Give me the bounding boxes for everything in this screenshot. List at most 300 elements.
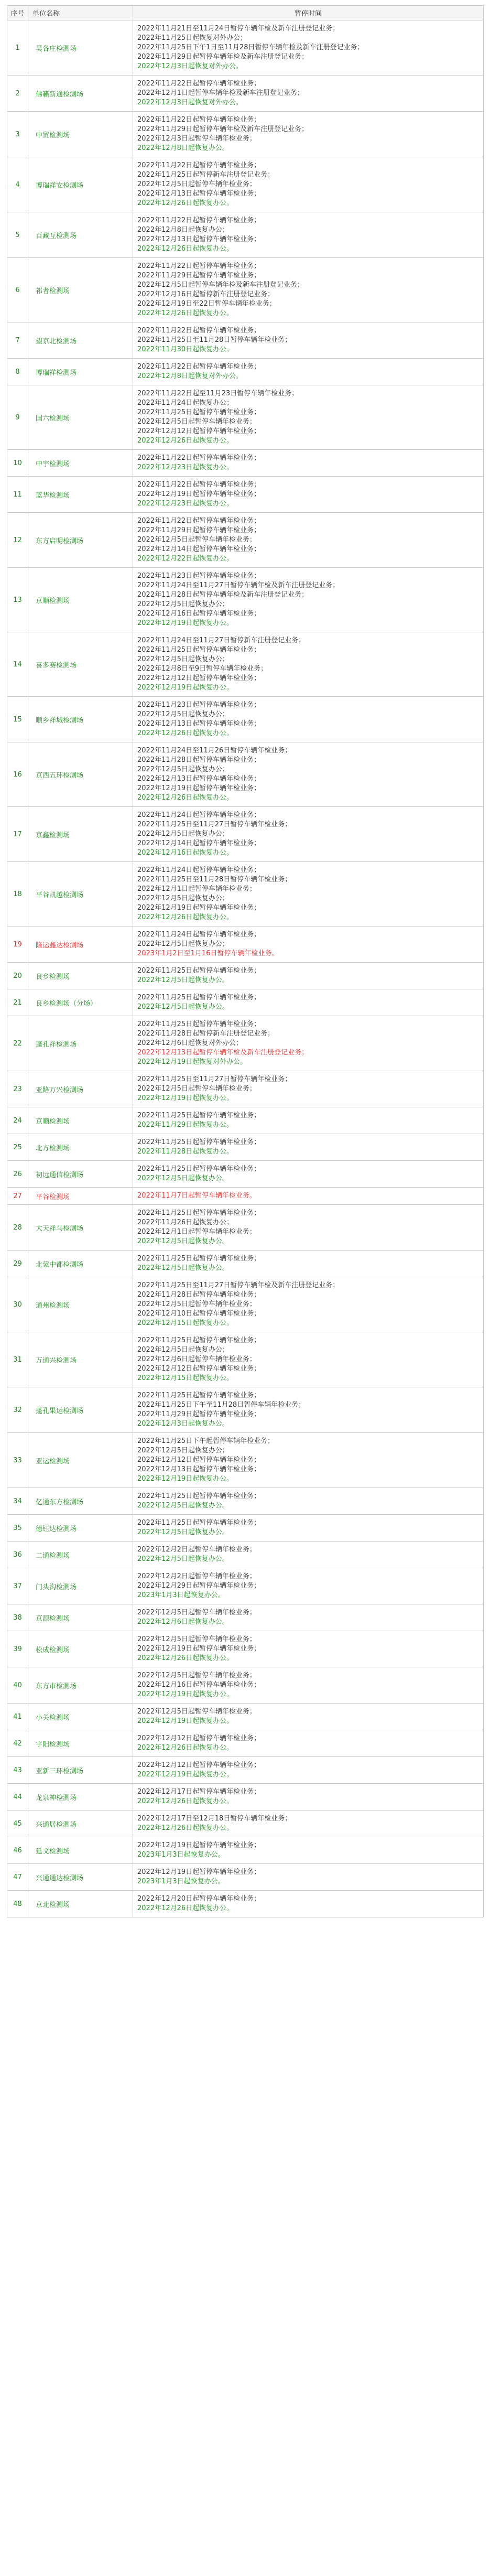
suspension-time-line: 2022年12月26日起恢复办公。 (137, 729, 234, 737)
station-name: 亚运检测场 (28, 1433, 133, 1488)
suspension-time-line: 2022年12月13日起暂停车辆年检业务； (137, 190, 261, 198)
row-index: 28 (7, 1205, 28, 1251)
suspension-time-line: 2022年12月12日起暂停车辆年检业务； (137, 427, 261, 435)
suspension-time-line: 2022年12月5日起暂停车辆年检业务； (137, 180, 256, 188)
table-row (7, 1810, 484, 1837)
row-index: 26 (7, 1161, 28, 1188)
suspension-time-line: 2022年12月6日起恢复对外办公； (137, 1039, 243, 1047)
suspension-time-line: 2022年11月25日起暂停车辆年检业务； (137, 1492, 261, 1500)
suspension-time-line: 2022年11月22日起暂停车辆年检业务； (137, 363, 261, 371)
table-row (7, 1864, 484, 1891)
suspension-time-line: 2022年12月5日起恢复办公。 (137, 976, 229, 984)
suspension-time-cell (133, 632, 484, 697)
suspension-time-line: 2022年12月3日起恢复办公。 (137, 1420, 229, 1428)
table-row (7, 1107, 484, 1134)
table-row (7, 157, 484, 212)
table-row (7, 385, 484, 450)
suspension-time-cell (133, 1251, 484, 1277)
table-row (7, 632, 484, 697)
row-index: 23 (7, 1071, 28, 1107)
suspension-time-cell (133, 1332, 484, 1387)
station-name: 二通检测场 (28, 1542, 133, 1568)
suspension-time-line: 2022年12月16日起暂停车辆年检业务； (137, 610, 261, 618)
suspension-time-line: 2022年12月3日起恢复对外办公。 (137, 62, 243, 70)
suspension-time-cell (133, 1837, 484, 1864)
suspension-time-line: 2022年12月10日起暂停车辆年检业务； (137, 1310, 261, 1318)
suspension-time-cell (133, 1542, 484, 1568)
suspension-time-cell (133, 807, 484, 862)
header-index: 序号 (7, 6, 28, 20)
table-row (7, 112, 484, 157)
station-name: 博瑞祥安检测场 (28, 157, 133, 212)
suspension-time-line: 2022年12月8日起恢复办公。 (137, 144, 229, 152)
table-row (7, 1387, 484, 1433)
station-name: 小关检测场 (28, 1704, 133, 1730)
suspension-time-cell (133, 212, 484, 258)
row-index: 39 (7, 1631, 28, 1667)
row-index: 29 (7, 1251, 28, 1277)
table-row (7, 1332, 484, 1387)
row-index: 47 (7, 1864, 28, 1891)
row-index: 2 (7, 76, 28, 112)
row-index: 37 (7, 1568, 28, 1604)
table-row (7, 963, 484, 989)
suspension-time-line: 2022年12月14日起暂停车辆年检业务； (137, 545, 261, 553)
station-name: 门头沟检测场 (28, 1568, 133, 1604)
header-name: 单位名称 (28, 6, 133, 20)
suspension-time-line: 2022年12月5日起恢复办公。 (137, 1237, 229, 1245)
station-name: 平谷凯越检测场 (28, 862, 133, 926)
suspension-time-line: 2022年11月25日起暂停车辆年检业务； (137, 1392, 261, 1399)
row-index: 7 (7, 322, 28, 359)
suspension-time-line: 2022年12月16日起恢复办公。 (137, 849, 234, 857)
row-index: 4 (7, 157, 28, 212)
station-name: 大天祥马检测场 (28, 1205, 133, 1251)
suspension-time-line: 2022年11月25日起暂停车辆年检业务； (137, 1020, 261, 1028)
table-row (7, 926, 484, 963)
suspension-time-cell (133, 1704, 484, 1730)
suspension-time-line: 2022年12月3日起恢复对外办公。 (137, 99, 243, 106)
suspension-time-line: 2022年12月5日起恢复办公； (137, 1346, 229, 1354)
station-name: 蓬孔祥检测场 (28, 1016, 133, 1071)
table-row (7, 513, 484, 568)
station-name: 松成检测场 (28, 1631, 133, 1667)
table-row (7, 76, 484, 112)
row-index: 33 (7, 1433, 28, 1488)
suspension-table-wrapper (7, 5, 483, 1917)
station-name: 国六检测场 (28, 385, 133, 450)
row-index: 24 (7, 1107, 28, 1134)
suspension-time-line: 2022年12月19日起恢复办公。 (137, 684, 234, 692)
station-name: 北蒙中都检测场 (28, 1251, 133, 1277)
station-name: 东方市检测场 (28, 1667, 133, 1704)
suspension-time-line: 2022年12月5日起暂停车辆年检业务； (137, 1635, 256, 1643)
table-row (7, 807, 484, 862)
suspension-time-line: 2022年12月19日起恢复办公。 (137, 1717, 234, 1725)
header-time: 暂停时间 (133, 6, 484, 20)
suspension-time-line: 2022年12月26日起恢复办公。 (137, 794, 234, 802)
station-name: 京西五环检测场 (28, 742, 133, 807)
table-row (7, 20, 484, 76)
table-row (7, 1730, 484, 1757)
suspension-time-cell (133, 157, 484, 212)
suspension-time-line: 2022年11月25日起暂停车辆年检业务； (137, 1112, 261, 1119)
suspension-time-line: 2022年12月1日起暂停车辆年检及新车注册登记业务； (137, 89, 304, 97)
station-name: 京鑫检测场 (28, 807, 133, 862)
suspension-time-line: 2023年1月2日至1月16日暂停车辆年检业务。 (137, 950, 279, 957)
row-index: 25 (7, 1134, 28, 1161)
suspension-time-cell (133, 1891, 484, 1917)
row-index: 1 (7, 20, 28, 76)
row-index: 15 (7, 697, 28, 742)
suspension-time-line: 2022年11月24日起暂停车辆年检业务； (137, 811, 261, 819)
row-index: 46 (7, 1837, 28, 1864)
suspension-time-cell (133, 1134, 484, 1161)
row-index: 41 (7, 1704, 28, 1730)
suspension-time-line: 2022年12月5日起恢复办公； (137, 655, 229, 663)
suspension-time-cell (133, 322, 484, 359)
station-name: 京源检测场 (28, 1604, 133, 1631)
suspension-time-line: 2022年12月5日起暂停车辆年检业务； (137, 418, 256, 426)
suspension-time-cell (133, 1488, 484, 1515)
table-row (7, 1542, 484, 1568)
suspension-time-line: 2022年11月28日起暂停车辆年检业务； (137, 756, 261, 764)
suspension-time-line: 2022年12月5日起暂停车辆年检业务； (137, 536, 256, 544)
suspension-time-cell (133, 1016, 484, 1071)
suspension-time-line: 2022年12月5日起暂停车辆年检业务； (137, 1300, 256, 1308)
suspension-time-cell (133, 1784, 484, 1810)
table-body (7, 20, 484, 1917)
suspension-time-line: 2022年12月3日起暂停车辆年检业务； (137, 135, 256, 143)
suspension-time-line: 2022年12月5日起恢复办公； (137, 710, 229, 718)
suspension-time-line: 2022年11月25日起暂停车辆年检业务； (137, 646, 261, 654)
table-row (7, 450, 484, 477)
suspension-time-line: 2022年12月23日起恢复办公。 (137, 464, 234, 471)
suspension-time-line: 2022年12月5日起恢复办公。 (137, 1555, 229, 1563)
suspension-time-line: 2022年11月30日起恢复办公。 (137, 346, 234, 353)
suspension-time-line: 2022年11月24日起暂停车辆年检业务； (137, 866, 261, 874)
table-row (7, 212, 484, 258)
suspension-time-line: 2022年12月19日起恢复办公。 (137, 619, 234, 627)
suspension-time-cell (133, 1387, 484, 1433)
suspension-time-line: 2022年12月26日起恢复办公。 (137, 1744, 234, 1752)
suspension-time-line: 2022年12月13日起暂停车辆年检业务； (137, 235, 261, 243)
suspension-time-line: 2022年12月6日起恢复办公。 (137, 1618, 229, 1626)
row-index: 38 (7, 1604, 28, 1631)
station-name: 隆运鑫达检测场 (28, 926, 133, 963)
station-name: 吴各庄检测场 (28, 20, 133, 76)
row-index: 9 (7, 385, 28, 450)
suspension-time-line: 2022年12月5日起暂停车辆年检业务； (137, 1672, 256, 1679)
suspension-time-line: 2022年11月29日起暂停车辆年检及新车注册登记业务； (137, 53, 309, 61)
suspension-time-line: 2022年11月25日起暂停车辆年检业务； (137, 1138, 261, 1146)
suspension-time-line: 2022年11月22日起暂停车辆年检业务； (137, 161, 261, 169)
station-name: 望京北检测场 (28, 322, 133, 359)
table-row (7, 1488, 484, 1515)
row-index: 31 (7, 1332, 28, 1387)
suspension-time-line: 2022年12月8日至9日暂停车辆年检业务； (137, 665, 268, 673)
suspension-time-line: 2022年11月25日起暂停车辆年检业务； (137, 1209, 261, 1217)
suspension-time-line: 2022年12月12日起暂停车辆年检业务； (137, 1365, 261, 1373)
station-name: 中贸检测场 (28, 112, 133, 157)
station-name: 良乡检测场（分场） (28, 989, 133, 1016)
suspension-time-line: 2022年12月12日起暂停车辆年检业务； (137, 1456, 261, 1464)
suspension-time-line: 2022年12月12日起暂停车辆年检业务； (137, 1761, 261, 1769)
table-row (7, 862, 484, 926)
table-header-row (7, 6, 484, 20)
row-index: 45 (7, 1810, 28, 1837)
row-index: 48 (7, 1891, 28, 1917)
suspension-time-line: 2022年12月5日起恢复办公； (137, 766, 229, 773)
suspension-time-cell (133, 1107, 484, 1134)
suspension-time-cell (133, 926, 484, 963)
suspension-time-line: 2022年12月13日起暂停车辆年检业务； (137, 1465, 261, 1473)
station-name: 延文检测场 (28, 1837, 133, 1864)
suspension-time-line: 2022年12月17日至12月18日暂停车辆年检业务； (137, 1815, 292, 1823)
suspension-time-line: 2022年12月12日起暂停车辆年检业务； (137, 674, 261, 682)
station-name: 东方启明检测场 (28, 513, 133, 568)
station-name: 佛籁新通检测场 (28, 76, 133, 112)
suspension-time-line: 2022年11月25日下午起暂停车辆年检业务； (137, 1437, 275, 1445)
suspension-time-line: 2022年12月5日起暂停车辆年检业务； (137, 1708, 256, 1716)
suspension-time-line: 2022年12月16日起暂停车辆年检业务； (137, 1681, 261, 1689)
row-index: 5 (7, 212, 28, 258)
row-index: 12 (7, 513, 28, 568)
station-name: 宇阳检测场 (28, 1730, 133, 1757)
row-index: 32 (7, 1387, 28, 1433)
suspension-time-line: 2022年11月22日起至11月23日暂停车辆年检业务； (137, 390, 299, 397)
suspension-time-line: 2022年11月25日起恢复对外办公； (137, 34, 247, 42)
suspension-time-line: 2022年12月13日起暂停车辆年检及新车注册登记业务； (137, 1049, 309, 1057)
table-row (7, 1784, 484, 1810)
row-index: 16 (7, 742, 28, 807)
suspension-time-line: 2022年11月25日至11月28日暂停车辆年检业务； (137, 876, 292, 883)
suspension-time-line: 2022年11月26日起恢复办公； (137, 1219, 234, 1226)
row-index: 36 (7, 1542, 28, 1568)
row-index: 8 (7, 359, 28, 385)
suspension-time-cell (133, 1161, 484, 1188)
suspension-time-line: 2022年11月24日起暂停车辆年检业务； (137, 931, 261, 939)
suspension-time-line: 2022年11月25日至11月28日暂停车辆年检业务； (137, 336, 292, 344)
suspension-time-line: 2022年11月24日至11月27日暂停车辆年检及新车注册登记业务； (137, 581, 340, 589)
suspension-time-line: 2023年1月3日起恢复办公。 (137, 1591, 225, 1599)
station-name: 亚路万兴检测场 (28, 1071, 133, 1107)
station-name: 祁者检测场 (28, 258, 133, 322)
table-row (7, 568, 484, 632)
station-name: 亚新三环检测场 (28, 1757, 133, 1784)
suspension-time-line: 2022年12月19日至22日暂停车辆年检业务； (137, 300, 276, 308)
row-index: 40 (7, 1667, 28, 1704)
table-row (7, 1071, 484, 1107)
row-index: 22 (7, 1016, 28, 1071)
table-row (7, 697, 484, 742)
suspension-time-line: 2022年11月22日起暂停车辆年检业务； (137, 262, 261, 270)
station-name: 百藏互检测场 (28, 212, 133, 258)
table-row (7, 1016, 484, 1071)
station-name: 北方检测场 (28, 1134, 133, 1161)
suspension-time-cell (133, 258, 484, 322)
suspension-time-line: 2022年12月5日起暂停车辆年检及新车注册登记业务； (137, 281, 304, 289)
suspension-time-line: 2022年12月8日起恢复办公； (137, 226, 229, 234)
row-index: 35 (7, 1515, 28, 1542)
suspension-time-line: 2022年11月22日起暂停车辆年检业务； (137, 327, 261, 335)
station-name: 中宇检测场 (28, 450, 133, 477)
suspension-time-line: 2022年11月24日起恢复办公； (137, 399, 234, 407)
suspension-time-line: 2022年12月5日起恢复办公； (137, 894, 229, 902)
suspension-time-line: 2022年11月25日起暂停车辆年检业务； (137, 994, 261, 1001)
table-row (7, 1161, 484, 1188)
table-row (7, 1568, 484, 1604)
suspension-time-line: 2022年12月26日起恢复办公。 (137, 1824, 234, 1832)
suspension-time-line: 2022年11月25日起暂停车辆年检业务； (137, 967, 261, 975)
station-name: 初远通信检测场 (28, 1161, 133, 1188)
suspension-time-line: 2022年11月25日至11月27日暂停车辆年检业务； (137, 821, 292, 828)
row-index: 21 (7, 989, 28, 1016)
suspension-time-cell (133, 742, 484, 807)
suspension-time-cell (133, 112, 484, 157)
suspension-time-cell (133, 359, 484, 385)
suspension-time-cell (133, 697, 484, 742)
row-index: 11 (7, 477, 28, 513)
suspension-time-cell (133, 450, 484, 477)
table-row (7, 477, 484, 513)
suspension-time-line: 2022年11月25日起暂停车辆年检业务； (137, 1519, 261, 1527)
row-index: 14 (7, 632, 28, 697)
suspension-time-cell (133, 1205, 484, 1251)
suspension-time-line: 2022年12月13日起暂停车辆年检业务； (137, 775, 261, 783)
suspension-time-line: 2022年12月17日起暂停车辆年检业务； (137, 1788, 261, 1796)
suspension-time-line: 2022年11月28日起暂停车辆年检及新车注册登记业务； (137, 591, 309, 599)
suspension-time-line: 2022年12月15日起恢复办公。 (137, 1374, 234, 1382)
station-name: 京顺检测场 (28, 1107, 133, 1134)
suspension-time-line: 2022年11月7日起暂停车辆年检业务。 (137, 1192, 256, 1200)
suspension-time-line: 2022年11月25日至11月27日暂停车辆年检及新车注册登记业务； (137, 1281, 340, 1289)
suspension-time-cell (133, 385, 484, 450)
suspension-time-line: 2022年11月24日至11月26日暂停车辆年检业务； (137, 747, 292, 755)
suspension-time-line: 2022年11月22日起暂停车辆年检业务； (137, 80, 261, 88)
suspension-time-line: 2022年12月19日起恢复办公。 (137, 1771, 234, 1779)
suspension-time-line: 2022年12月8日起恢复对外办公。 (137, 372, 243, 380)
suspension-time-line: 2022年12月5日起恢复办公； (137, 830, 229, 838)
table-row (7, 1631, 484, 1667)
suspension-time-line: 2022年12月19日起暂停车辆年检业务； (137, 490, 261, 498)
suspension-time-cell (133, 1667, 484, 1704)
row-index: 34 (7, 1488, 28, 1515)
suspension-time-line: 2022年12月5日起恢复办公； (137, 1447, 229, 1454)
suspension-time-line: 2022年11月28日起暂停新车注册登记业务； (137, 1030, 275, 1038)
suspension-time-line: 2022年12月26日起恢复办公。 (137, 199, 234, 207)
suspension-time-cell (133, 1864, 484, 1891)
suspension-time-line: 2022年12月15日起恢复办公。 (137, 1319, 234, 1327)
suspension-time-line: 2022年11月25日起暂停车辆年检业务； (137, 1255, 261, 1263)
suspension-time-line: 2022年12月6日起暂停车辆年检业务； (137, 1355, 256, 1363)
suspension-time-cell (133, 1810, 484, 1837)
row-index: 18 (7, 862, 28, 926)
table-row (7, 1515, 484, 1542)
suspension-time-line: 2022年11月29日起暂停车辆年检业务； (137, 1410, 261, 1418)
suspension-time-line: 2022年11月25日下午至11月28日暂停车辆年检业务； (137, 1401, 306, 1409)
suspension-time-line: 2022年12月22日起恢复办公。 (137, 555, 234, 563)
suspension-time-line: 2022年11月29日起暂停车辆年检业务； (137, 272, 261, 279)
row-index: 20 (7, 963, 28, 989)
suspension-time-cell (133, 513, 484, 568)
row-index: 10 (7, 450, 28, 477)
suspension-time-line: 2022年11月29日起暂停车辆年检业务； (137, 526, 261, 534)
station-name: 亿通东方检测场 (28, 1488, 133, 1515)
table-row (7, 1891, 484, 1917)
suspension-time-line: 2022年12月26日起恢复办公。 (137, 309, 234, 317)
suspension-time-line: 2023年1月3日起恢复办公。 (137, 1851, 225, 1859)
station-name: 兴通居检测场 (28, 1810, 133, 1837)
table-row (7, 359, 484, 385)
suspension-time-line: 2022年12月5日起恢复办公； (137, 940, 229, 948)
table-row (7, 1134, 484, 1161)
row-index: 6 (7, 258, 28, 322)
row-index: 42 (7, 1730, 28, 1757)
station-name: 兴通通达检测场 (28, 1864, 133, 1891)
suspension-time-cell (133, 76, 484, 112)
suspension-time-line: 2022年12月2日起暂停车辆年检业务； (137, 1572, 256, 1580)
row-index: 30 (7, 1277, 28, 1332)
suspension-time-cell (133, 1188, 484, 1205)
station-name: 京顺检测场 (28, 568, 133, 632)
suspension-time-line: 2022年12月26日起恢复办公。 (137, 1654, 234, 1662)
station-name: 龙泉神检测场 (28, 1784, 133, 1810)
table-row (7, 258, 484, 322)
suspension-time-line: 2022年11月25日起暂停车辆年检业务； (137, 1165, 261, 1173)
suspension-time-line: 2022年12月5日起暂停车辆年检业务； (137, 1085, 256, 1093)
suspension-time-cell (133, 1071, 484, 1107)
suspension-time-cell (133, 477, 484, 513)
suspension-time-line: 2022年11月22日起暂停车辆年检业务； (137, 481, 261, 489)
suspension-time-line: 2022年11月25日起暂停车辆年检业务； (137, 1336, 261, 1344)
row-index: 3 (7, 112, 28, 157)
table-row (7, 1205, 484, 1251)
table-row (7, 989, 484, 1016)
station-name: 顺乡祥城检测场 (28, 697, 133, 742)
suspension-time-line: 2022年11月29日起暂停车辆年检及新车注册登记业务； (137, 125, 309, 133)
row-index: 27 (7, 1188, 28, 1205)
table-row (7, 1604, 484, 1631)
suspension-time-line: 2022年12月19日起恢复办公。 (137, 1094, 234, 1102)
suspension-time-line: 2022年11月25日起暂停车辆年检业务； (137, 408, 261, 416)
table-row (7, 1757, 484, 1784)
suspension-time-line: 2022年11月22日起暂停车辆年检业务； (137, 517, 261, 525)
suspension-table (7, 5, 484, 1917)
suspension-time-cell (133, 1568, 484, 1604)
row-index: 43 (7, 1757, 28, 1784)
row-index: 13 (7, 568, 28, 632)
suspension-time-line: 2022年11月22日起暂停车辆年检业务； (137, 116, 261, 124)
suspension-time-line: 2022年12月26日起恢复办公。 (137, 913, 234, 921)
suspension-time-line: 2022年12月26日起恢复办公。 (137, 437, 234, 445)
row-index: 19 (7, 926, 28, 963)
suspension-time-line: 2022年12月19日起暂停车辆年检业务； (137, 1645, 261, 1653)
suspension-time-line: 2022年12月19日起暂停车辆年检业务； (137, 784, 261, 792)
suspension-time-cell (133, 989, 484, 1016)
suspension-time-line: 2022年12月19日起暂停车辆年检业务； (137, 1868, 261, 1876)
table-row (7, 1251, 484, 1277)
suspension-time-line: 2022年12月12日起暂停车辆年检业务； (137, 1734, 261, 1742)
table-row (7, 1433, 484, 1488)
suspension-time-line: 2022年12月19日起暂停车辆年检业务； (137, 904, 261, 912)
station-name: 蓬孔果运检测场 (28, 1387, 133, 1433)
suspension-time-cell (133, 1757, 484, 1784)
station-name: 博瑞祥检测场 (28, 359, 133, 385)
suspension-time-line: 2022年11月21日至11月24日暂停车辆年检及新车注册登记业务； (137, 25, 340, 33)
table-row (7, 1837, 484, 1864)
suspension-time-line: 2022年11月29日起恢复办公。 (137, 1121, 234, 1129)
